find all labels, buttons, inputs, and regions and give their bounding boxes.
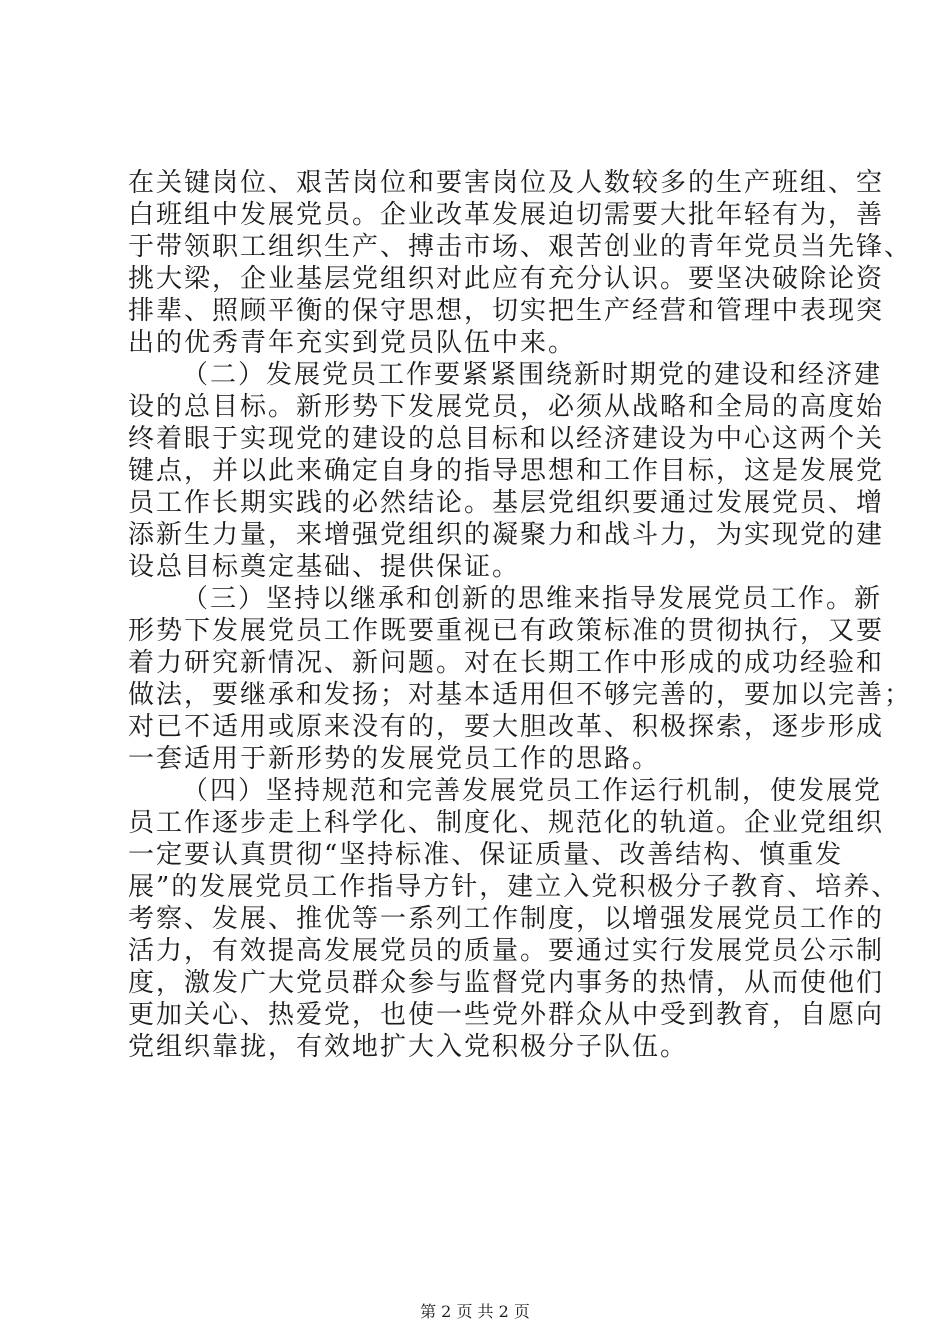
text-line: 设的总目标。新形势下发展党员，必须从战略和全局的高度始	[128, 392, 885, 422]
text-line: 更加关心、热爱党，也使一些党外群众从中受到教育，自愿向	[128, 1000, 885, 1030]
text-line: 做法，要继承和发扬；对基本适用但不够完善的，要加以完善；	[128, 680, 913, 710]
text-line: 于带领职工组织生产、搏击市场、艰苦创业的青年党员当先锋、	[128, 232, 913, 262]
text-line: 挑大梁，企业基层党组织对此应有充分认识。要坚决破除论资	[128, 264, 885, 294]
text-line: 着力研究新情况、新问题。对在长期工作中形成的成功经验和	[128, 648, 885, 678]
text-line: 展”的发展党员工作指导方针，建立入党积极分子教育、培养、	[128, 872, 900, 902]
text-line: 白班组中发展党员。企业改革发展迫切需要大批年轻有为，善	[128, 200, 885, 230]
document-body	[128, 167, 913, 1063]
text-line: 活力，有效提高发展党员的质量。要通过实行发展党员公示制	[128, 936, 885, 966]
text-line: 键点，并以此来确定自身的指导思想和工作目标，这是发展党	[128, 456, 885, 486]
text-line: 一定要认真贯彻“坚持标准、保证质量、改善结构、慎重发	[128, 840, 844, 870]
text-line: 员工作长期实践的必然结论。基层党组织要通过发展党员、增	[128, 488, 885, 518]
text-line: 设总目标奠定基础、提供保证。	[128, 552, 521, 582]
text-line: 排辈、照顾平衡的保守思想，切实把生产经营和管理中表现突	[128, 296, 885, 326]
text-line: 员工作逐步走上科学化、制度化、规范化的轨道。企业党组织	[128, 808, 885, 838]
page-footer: 第 2 页 共 2 页	[420, 1302, 530, 1321]
text-line: （二）发展党员工作要紧紧围绕新时期党的建设和经济建	[182, 360, 883, 390]
text-line: 在关键岗位、艰苦岗位和要害岗位及人数较多的生产班组、空	[128, 168, 885, 198]
text-line: 度，激发广大党员群众参与监督党内事务的热情，从而使他们	[128, 968, 885, 998]
text-line: （三）坚持以继承和创新的思维来指导发展党员工作。新	[182, 584, 883, 614]
text-line: 对已不适用或原来没有的，要大胆改革、积极探索，逐步形成	[128, 712, 885, 742]
text-line: （四）坚持规范和完善发展党员工作运行机制，使发展党	[182, 776, 883, 806]
text-line: 添新生力量，来增强党组织的凝聚力和战斗力，为实现党的建	[128, 520, 885, 550]
text-line: 出的优秀青年充实到党员队伍中来。	[128, 328, 577, 358]
text-line: 终着眼于实现党的建设的总目标和以经济建设为中心这两个关	[128, 424, 885, 454]
text-line: 考察、发展、推优等一系列工作制度，以增强发展党员工作的	[128, 904, 885, 934]
text-line: 形势下发展党员工作既要重视已有政策标准的贯彻执行，又要	[128, 616, 885, 646]
text-line: 一套适用于新形势的发展党员工作的思路。	[128, 744, 661, 774]
text-line: 党组织靠拢，有效地扩大入党积极分子队伍。	[128, 1032, 689, 1062]
